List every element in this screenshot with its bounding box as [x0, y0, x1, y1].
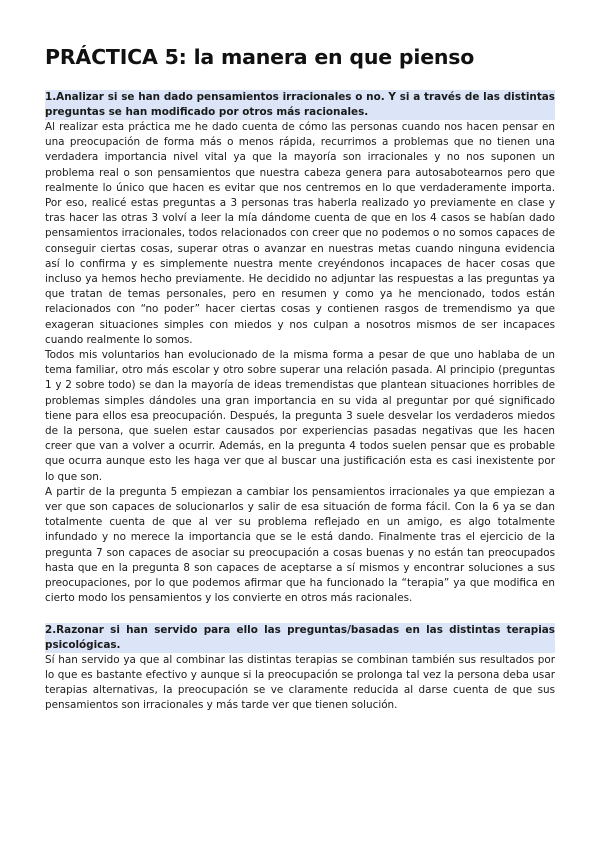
section-1-paragraph-1: Al realizar esta práctica me he dado cuenta de cómo las personas cuando nos hacen pensar en una preocupación de forma más o menos rápida, recurrimos a problemas que no tienen una verdadera importancia nivel vital ya que la mayoría son irracionales y no nos suponen un problema real o son pensamientos que nuestra cabeza genera para autosabotearnos pero que realmente lo único que hacen es evitar que nos centremos en lo que verdaderamente importa. Por eso, realicé estas preguntas a 3 personas tras haberla realizado yo previamente en clase y tras hacer las otras 3 volví a leer la mía dándome cuenta de que en los 4 casos se habían dado pensamientos irracionales, todos relacionados con creer que no podemos o no somos capaces de conseguir ciertas cosas, superar otras o avanzar en nuestras metas cuando ninguna evidencia así lo confirma y es simplemente nuestra mente creyéndonos incapaces de hacer cosas que incluso ya hemos hecho previamente. He decidido no adjuntar las respuestas a las preguntas ya que tratan de temas personales, pero en resumen y como ya he mencionado, todos están relacionados con “no poder” hacer ciertas cosas y contienen rasgos de tremendismo ya que exageran situaciones simples con miedos y nos culpan a nosotros mismos de ser incapaces cuando realmente lo somos.	[45, 121, 555, 346]
section-1-paragraph-2: Todos mis voluntarios han evolucionado de la misma forma a pesar de que uno hablaba de un tema familiar, otro más escolar y otro sobre superar una relación pasada. Al principio (preguntas 1 y 2 sobre todo) se dan la mayoría de ideas tremendistas que plantean situaciones horribles de problemas simples dándoles una gran importancia en su vida al preguntar por qué significado tiene para ellos esa preocupación. Después, la pregunta 3 suele desvelar los verdaderos miedos de la persona, que suelen estar causados por experiencias pasadas negativas que les hacen creer que van a volver a ocurrir. Además, en la pregunta 4 todos suelen pensar que es probable que ocurra aunque esto les haga ver que al buscar una justificación esta es casi inexistente por lo que son.	[45, 349, 555, 483]
section-1-paragraph-3: A partir de la pregunta 5 empiezan a cambiar los pensamientos irracionales ya que empiezan a ver que son capaces de solucionarlos y salir de esa situación de forma fácil. Con la 6 ya se dan totalmente cuenta de que al ver su problema reflejado en un amigo, es algo totalmente infundado y no merece la importancia que se le está dando. Finalmente tras el ejercicio de la pregunta 7 son capaces de asociar su preocupación a cosas buenas y no están tan preocupados hasta que en la pregunta 8 son capaces de aceptarse a sí mismos y encontrar soluciones a sus preocupaciones, por lo que podemos afirmar que ha funcionado la “terapia” ya que modifica en cierto modo los pensamientos y los convierte en otros más racionales.	[45, 485, 555, 605]
section-2-paragraph-1: Sí han servido ya que al combinar las distintas terapias se combinan también sus resultados por lo que es bastante efectivo y aunque si la preocupación se prolonga tal vez la persona deba usar terapias alternativas, la preocupación se ve claramente reducida al darse cuenta de que sus pensamientos son irracionales y más tarde ver que tienen solución.	[45, 653, 555, 712]
section-1-heading: 1.Analizar si se han dado pensamientos irracionales o no. Y si a través de las distintas preguntas se han modificado por otros más racionales.	[45, 91, 555, 118]
section-1	[45, 90, 555, 607]
section-2-heading: 2.Razonar si han servido para ello las preguntas/basadas en las distintas terapias psicológicas.	[45, 623, 555, 651]
section-2	[45, 623, 555, 714]
page-title: PRÁCTICA 5: la manera en que pienso	[45, 45, 475, 69]
